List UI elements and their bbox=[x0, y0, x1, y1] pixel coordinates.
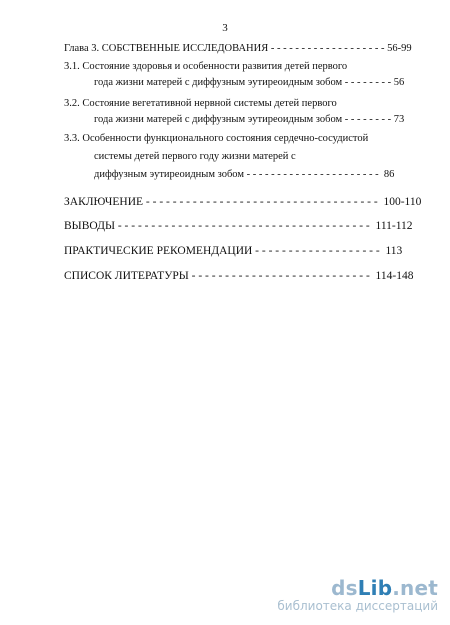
dslib-logo: dsLib.net bbox=[331, 576, 438, 600]
toc-entry-section-3-1-cont: года жизни матерей с диффузным эутиреоидным зобом - - - - - - - - 56 bbox=[94, 77, 405, 88]
toc-entry-section-3-2: 3.2. Состояние вегетативной нервной системы детей первого bbox=[64, 98, 337, 109]
toc-entry-references: СПИСОК ЛИТЕРАТУРЫ - - - - - - - - - - - - - - - - - - - - - - - - - - - 114-148 bbox=[64, 270, 414, 282]
toc-entry-section-3-3-cont2: диффузным эутиреоидным зобом - - - - - - - - - - - - - - - - - - - - - - 86 bbox=[94, 169, 395, 180]
toc-entry-section-3-3-cont1: системы детей первого году жизни матерей с bbox=[94, 151, 296, 162]
toc-entry-recommendations: ПРАКТИЧЕСКИЕ РЕКОМЕНДАЦИИ - - - - - - - - - - - - - - - - - - - 113 bbox=[64, 245, 403, 257]
toc-entry-section-3-2-cont: года жизни матерей с диффузным эутиреоидным зобом - - - - - - - - 73 bbox=[94, 114, 405, 125]
toc-entry-section-3-1: 3.1. Состояние здоровья и особенности развития детей первого bbox=[64, 61, 348, 72]
dslib-subtitle: библиотека диссертаций bbox=[277, 599, 438, 613]
toc-entry-section-3-3: 3.3. Особенности функционального состояния сердечно-сосудистой bbox=[64, 133, 369, 144]
toc-entry-conclusion: ЗАКЛЮЧЕНИЕ - - - - - - - - - - - - - - - - - - - - - - - - - - - - - - - - - - - 100-110 bbox=[64, 196, 422, 208]
toc-entry-findings: ВЫВОДЫ - - - - - - - - - - - - - - - - - - - - - - - - - - - - - - - - - - - - - - 111-112 bbox=[64, 220, 413, 232]
toc-entry-chapter-3: Глава 3. СОБСТВЕННЫЕ ИССЛЕДОВАНИЯ - - - - - - - - - - - - - - - - - - - 56-99 bbox=[64, 43, 412, 54]
dslib-watermark bbox=[277, 577, 438, 613]
page-number: 3 bbox=[222, 22, 228, 34]
